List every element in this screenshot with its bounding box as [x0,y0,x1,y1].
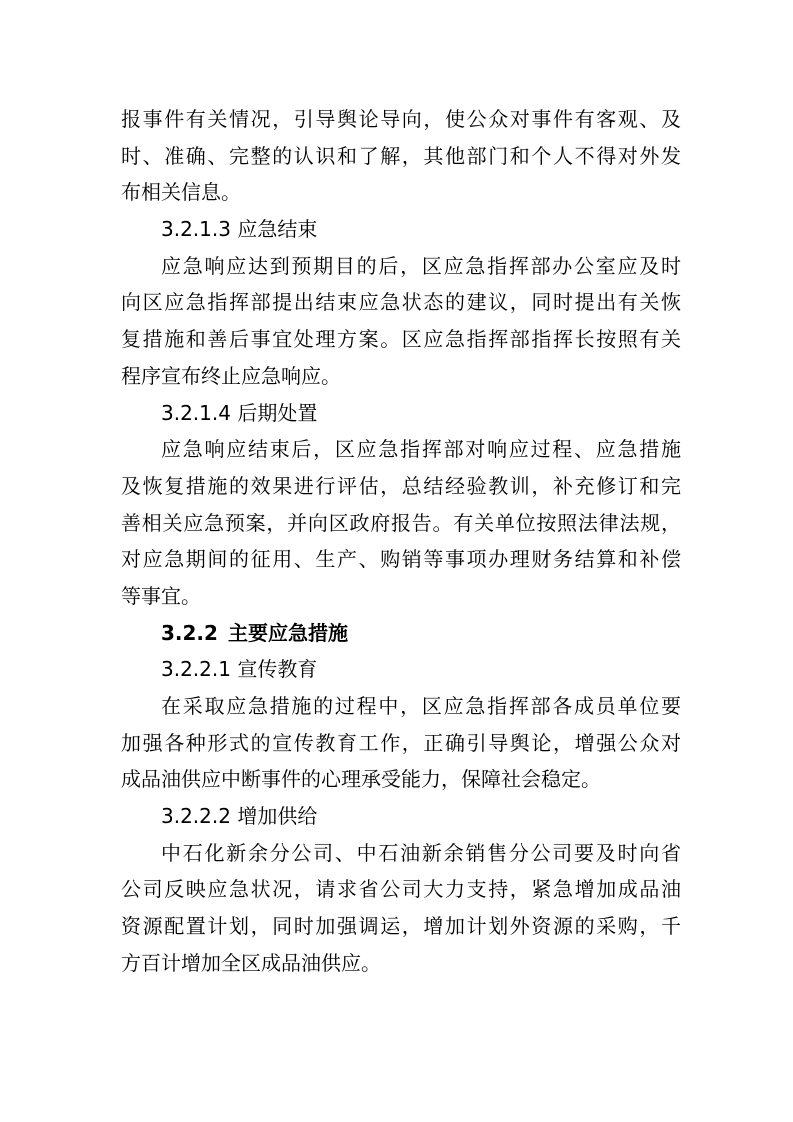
paragraph-line: 复措施和善后事宜处理方案。区应急指挥部指挥长按照有关 [121,327,681,352]
paragraph-line: 对应急期间的征用、生产、购销等事项办理财务结算和补偿 [121,547,681,572]
section-number: 3.2.1.4 [161,400,231,425]
paragraph-emergency-end [121,248,681,395]
section-number: 3.2.1.3 [161,217,231,242]
paragraph-line: 应急响应结束后，区应急指挥部对响应过程、应急措施 [161,437,681,462]
paragraph-line: 程序宣布终止应急响应。 [121,363,341,388]
paragraph-line: 公司反映应急状况，请求省公司大力支持，紧急增加成品油 [121,877,681,902]
section-heading-3-2-2-1 [121,651,681,688]
paragraph-publicity-education [121,688,681,798]
section-title: 后期处置 [237,400,318,425]
section-number: 3.2.2 [161,620,218,645]
paragraph-line: 向区应急指挥部提出结束应急状态的建议，同时提出有关恢 [121,290,681,315]
paragraph-line: 资源配置计划，同时加强调运，增加计划外资源的采购，千 [121,914,681,939]
paragraph-information-release [121,101,681,211]
paragraph-line: 布相关信息。 [121,180,241,205]
section-heading-3-2-2-2 [121,798,681,835]
paragraph-aftermath [121,431,681,614]
paragraph-line: 善相关应急预案，并向区政府报告。有关单位按照法律法规， [121,510,681,535]
document-body [121,101,681,982]
paragraph-increase-supply [121,835,681,982]
paragraph-line: 在采取应急措施的过程中，区应急指挥部各成员单位要 [161,694,681,718]
section-heading-3-2-2 [121,615,681,652]
section-number: 3.2.2.2 [161,804,231,829]
paragraph-line: 应急响应达到预期目的后，区应急指挥部办公室应及时 [161,253,681,278]
paragraph-line: 报事件有关情况，引导舆论导向，使公众对事件有客观、及 [121,107,681,131]
paragraph-line: 时、准确、完整的认识和了解，其他部门和个人不得对外发 [121,143,681,168]
paragraph-line: 等事宜。 [121,583,201,608]
section-heading-3-2-1-3 [121,211,681,248]
paragraph-line: 及恢复措施的效果进行评估，总结经验教训，补充修订和完 [121,473,681,498]
section-heading-3-2-1-4 [121,395,681,432]
section-title: 宣传教育 [237,657,318,682]
paragraph-line: 成品油供应中断事件的心理承受能力，保障社会稳定。 [121,767,601,792]
section-title: 增加供给 [237,804,318,829]
paragraph-line: 加强各种形式的宣传教育工作，正确引导舆论，增强公众对 [121,730,681,755]
paragraph-line: 中石化新余分公司、中石油新余销售分公司要及时向省 [161,840,681,865]
paragraph-line: 方百计增加全区成品油供应。 [121,950,381,975]
section-number: 3.2.2.1 [161,657,231,682]
section-title: 应急结束 [237,217,318,242]
section-title: 主要应急措施 [227,620,348,645]
